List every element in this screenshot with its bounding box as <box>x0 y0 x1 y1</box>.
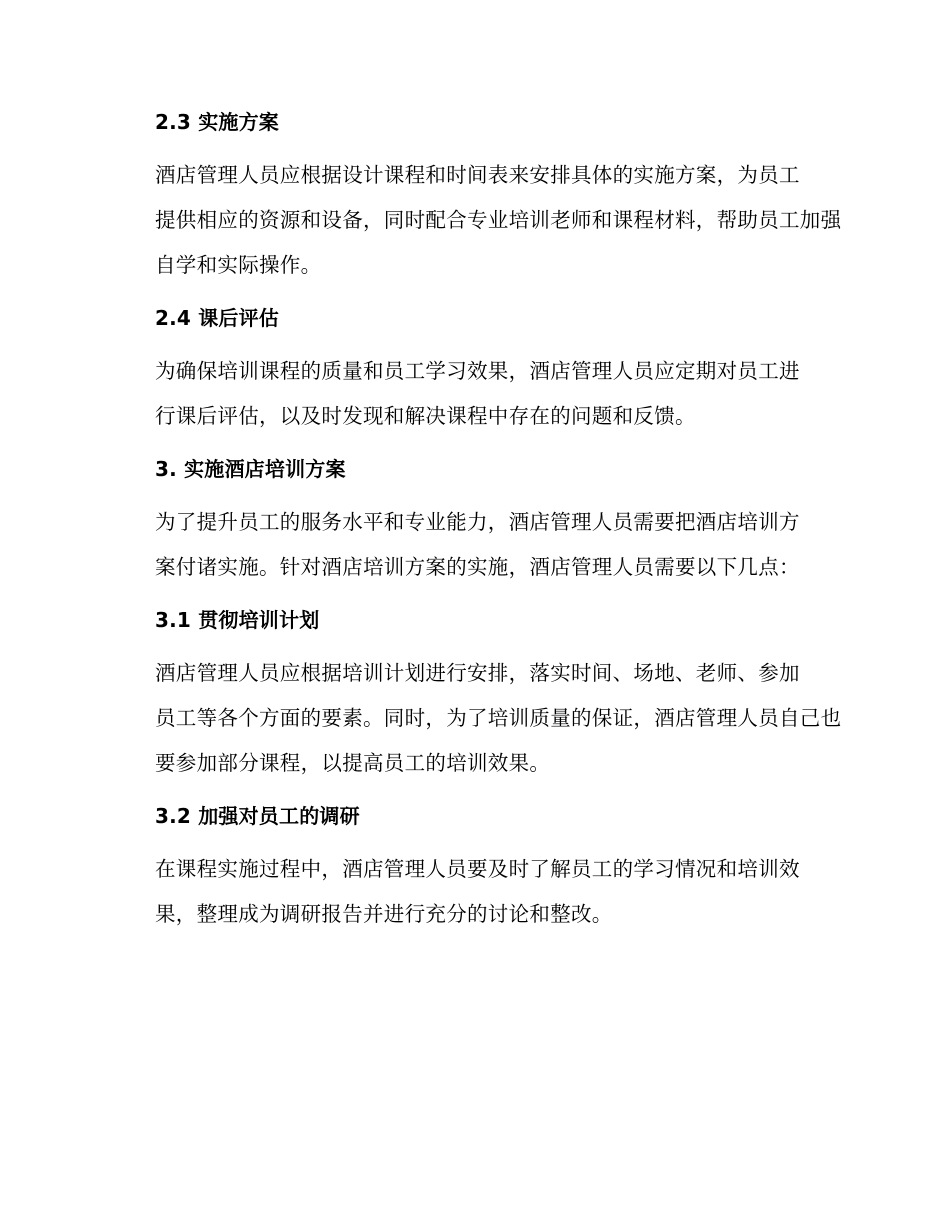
section-paragraph-3-2 <box>113 847 831 937</box>
paragraph-line: 行课后评估，以及时发现和解决课程中存在的问题和反馈。 <box>155 404 696 428</box>
section-heading-3-1: 3.1 贯彻培训计划 <box>155 608 320 632</box>
paragraph-line: 为了提升员工的服务水平和专业能力，酒店管理人员需要把酒店培训方 <box>155 510 800 534</box>
paragraph-line: 在课程实施过程中，酒店管理人员要及时了解员工的学习情况和培训效 <box>155 857 800 881</box>
paragraph-line: 果，整理成为调研报告并进行充分的讨论和整改。 <box>155 902 613 926</box>
section-paragraph-3 <box>113 500 831 590</box>
paragraph-line: 酒店管理人员应根据培训计划进行安排，落实时间、场地、老师、参加 <box>155 661 800 685</box>
section-heading-2-3: 2.3 实施方案 <box>155 110 279 134</box>
section-heading-2-4: 2.4 课后评估 <box>155 306 279 330</box>
paragraph-line: 要参加部分课程，以提高员工的培训效果。 <box>155 751 551 775</box>
paragraph-line: 提供相应的资源和设备，同时配合专业培训老师和课程材料，帮助员工加强 <box>155 208 842 232</box>
paragraph-line: 酒店管理人员应根据设计课程和时间表来安排具体的实施方案，为员工 <box>155 163 800 187</box>
section-heading-3: 3. 实施酒店培训方案 <box>155 457 346 481</box>
document-body <box>113 108 842 953</box>
paragraph-line: 自学和实际操作。 <box>155 253 322 277</box>
section-heading-3-2: 3.2 加强对员工的调研 <box>155 804 360 828</box>
section-paragraph-2-3 <box>113 153 842 288</box>
section-paragraph-3-1 <box>113 651 842 786</box>
paragraph-line: 为确保培训课程的质量和员工学习效果，酒店管理人员应定期对员工进 <box>155 359 800 383</box>
section-paragraph-2-4 <box>113 349 831 439</box>
paragraph-line: 案付诸实施。针对酒店培训方案的实施，酒店管理人员需要以下几点： <box>155 555 800 579</box>
paragraph-line: 员工等各个方面的要素。同时，为了培训质量的保证，酒店管理人员自己也 <box>155 706 842 730</box>
